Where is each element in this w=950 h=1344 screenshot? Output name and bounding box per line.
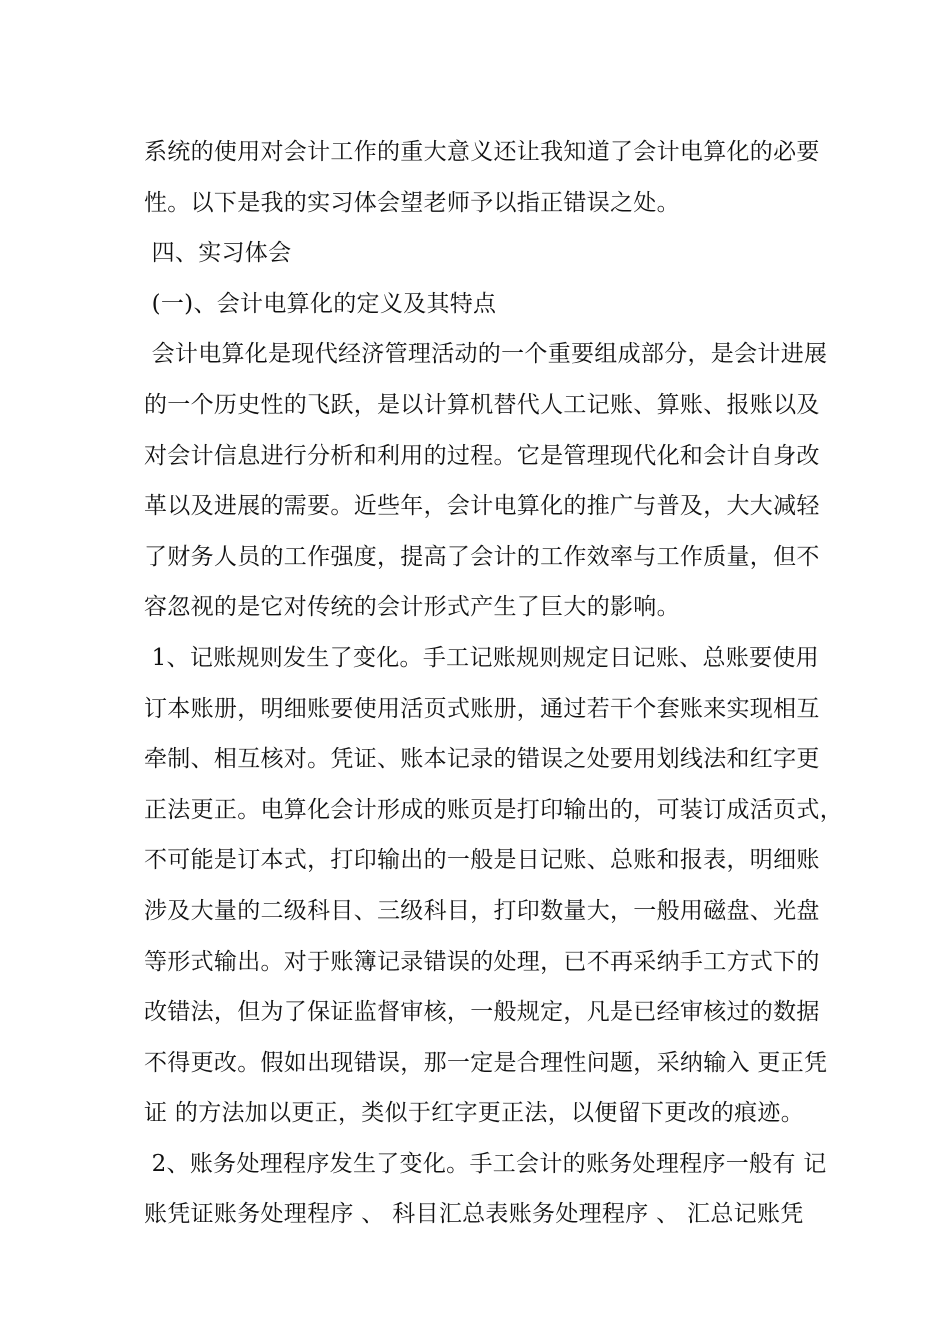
text-line: 等形式输出。对于账簿记录错误的处理，已不再采纳手工方式下的	[144, 948, 820, 975]
body-text	[144, 132, 843, 1245]
text-line: 1、记账规则发生了变化。手工记账规则规定日记账、总账要使用	[144, 644, 819, 671]
text-line: 系统的使用对会计工作的重大意义还让我知道了会计电算化的必要	[144, 139, 820, 165]
text-line: 了财务人员的工作强度，提高了会计的工作效率与工作质量，但不	[144, 543, 820, 570]
text-line: 牵制、相互核对。凭证、账本记录的错误之处要用划线法和红字更	[144, 746, 820, 773]
text-line: 2、账务处理程序发生了变化。手工会计的账务处理程序一般有 记	[144, 1150, 827, 1177]
text-line: 性。以下是我的实习体会望老师予以指正错误之处。	[144, 189, 680, 216]
text-line: 的一个历史性的飞跃，是以计算机替代人工记账、算账、报账以及	[144, 391, 820, 418]
text-line: 正法更正。电算化会计形成的账页是打印输出的，可装订成活页式，	[144, 796, 843, 823]
text-line: 对会计信息进行分析和利用的过程。它是管理现代化和会计自身改	[144, 442, 820, 469]
subsection-heading: (一)、会计电算化的定义及其特点	[144, 290, 497, 317]
section-heading: 四、实习体会	[144, 240, 292, 267]
text-line: 会计电算化是现代经济管理活动的一个重要组成部分，是会计进展	[144, 341, 828, 368]
text-line: 账凭证账务处理程序 、 科目汇总表账务处理程序 、 汇总记账凭	[144, 1201, 804, 1228]
text-line: 不可能是订本式，打印输出的一般是日记账、总账和报表，明细账	[144, 847, 820, 874]
text-line: 订本账册，明细账要使用活页式账册，通过若干个套账来实现相互	[144, 695, 820, 722]
text-line: 容忽视的是它对传统的会计形式产生了巨大的影响。	[144, 594, 680, 621]
text-line: 不得更改。假如出现错误，那一定是合理性问题，采纳输入 更正凭	[144, 1049, 828, 1076]
text-line: 涉及大量的二级科目、三级科目，打印数量大，一般用磁盘、光盘	[144, 897, 820, 924]
text-line: 改错法，但为了保证监督审核，一般规定，凡是已经审核过的数据	[144, 999, 820, 1026]
text-line: 革以及进展的需要。近些年，会计电算化的推广与普及，大大减轻	[144, 493, 820, 520]
text-line: 证 的方法加以更正，类似于红字更正法，以便留下更改的痕迹。	[144, 1100, 805, 1127]
